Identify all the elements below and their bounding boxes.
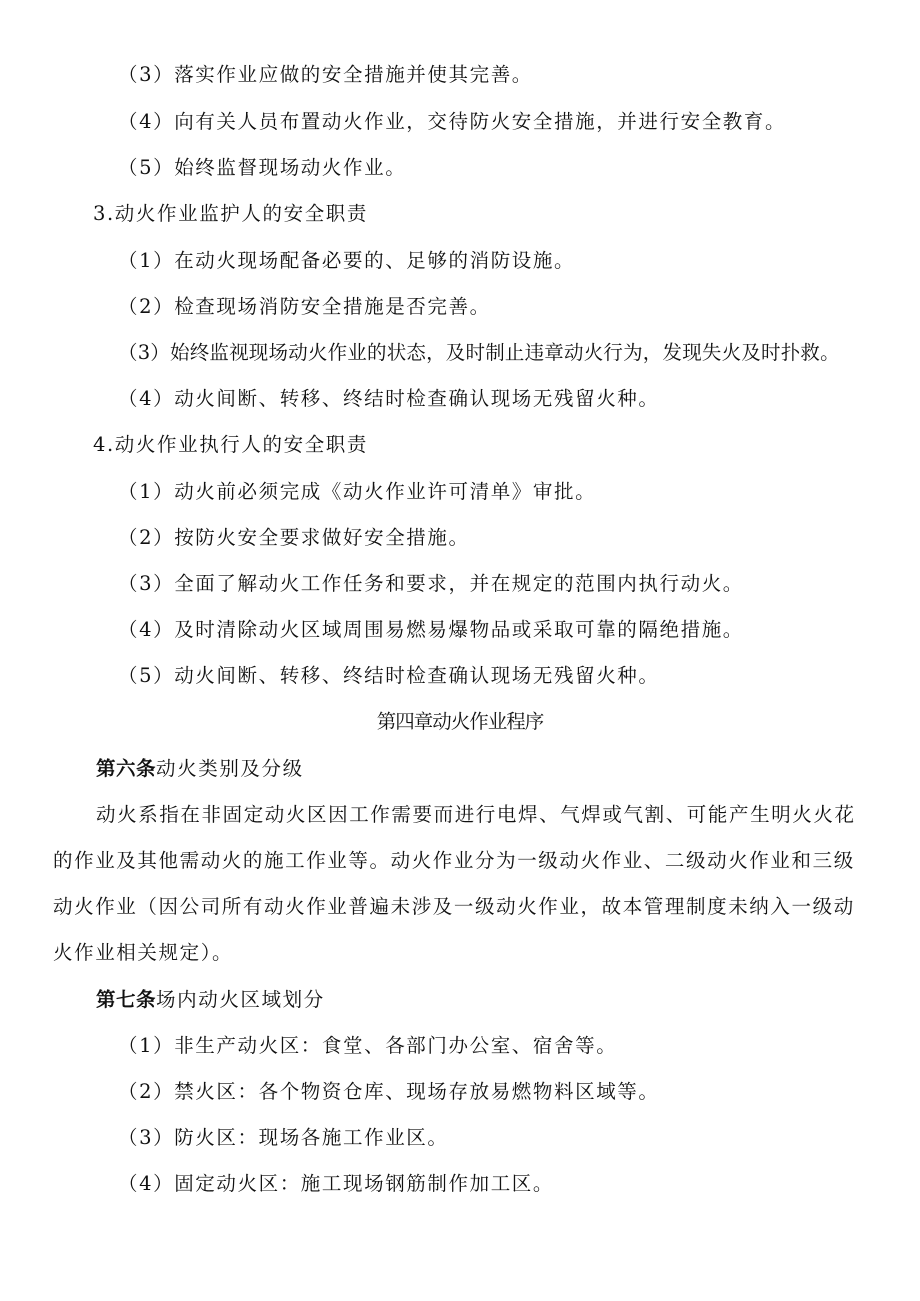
article-title: 场内动火区域划分 — [156, 988, 325, 1011]
article-heading — [96, 754, 304, 784]
list-item: （2）检查现场消防安全措施是否完善。 — [118, 295, 491, 318]
list-item: （2）按防火安全要求做好安全措施。 — [118, 526, 470, 549]
list-item: （4）向有关人员布置动火作业，交待防火安全措施，并进行安全教育。 — [118, 110, 787, 133]
list-item: （3）落实作业应做的安全措施并使其完善。 — [118, 63, 533, 86]
paragraph-line: 火作业相关规定）。 — [53, 941, 234, 964]
article-title: 动火类别及分级 — [156, 757, 304, 780]
list-item: （5）始终监督现场动火作业。 — [118, 156, 407, 179]
list-item: （1）在动火现场配备必要的、足够的消防设施。 — [118, 249, 576, 272]
list-item: （4）固定动火区：施工现场钢筋制作加工区。 — [118, 1172, 555, 1195]
list-item: （5）动火间断、转移、终结时检查确认现场无残留火种。 — [118, 664, 660, 687]
chapter-heading: 第四章动火作业程序 — [376, 710, 544, 733]
list-item: （3）全面了解动火工作任务和要求，并在规定的范围内执行动火。 — [118, 572, 744, 595]
list-item: （4）及时清除动火区域周围易燃易爆物品或采取可靠的隔绝措施。 — [118, 618, 744, 641]
list-item: （1）非生产动火区：食堂、各部门办公室、宿舍等。 — [118, 1034, 618, 1057]
article-label: 第六条 — [96, 757, 157, 780]
paragraph-line: 的作业及其他需动火的施工作业等。动火作业分为一级动火作业、二级动火作业和三级 — [53, 849, 855, 872]
section-title: 4.动火作业执行人的安全职责 — [93, 433, 369, 456]
article-label: 第七条 — [96, 988, 157, 1011]
paragraph-line: 动火作业（因公司所有动火作业普遍未涉及一级动火作业，故本管理制度未纳入一级动 — [53, 895, 855, 918]
list-item: （1）动火前必须完成《动火作业许可清单》审批。 — [118, 480, 597, 503]
paragraph-line: 动火系指在非固定动火区因工作需要而进行电焊、气焊或气割、可能产生明火火花 — [96, 803, 856, 826]
section-title: 3.动火作业监护人的安全职责 — [93, 202, 369, 225]
list-item: （2）禁火区：各个物资仓库、现场存放易燃物料区域等。 — [118, 1080, 660, 1103]
article-heading — [96, 985, 325, 1015]
list-item: （3）始终监视现场动火作业的状态，及时制止违章动火行为，发现失火及时扑救。 — [118, 341, 840, 364]
list-item: （4）动火间断、转移、终结时检查确认现场无残留火种。 — [118, 387, 660, 410]
list-item: （3）防火区：现场各施工作业区。 — [118, 1126, 449, 1149]
